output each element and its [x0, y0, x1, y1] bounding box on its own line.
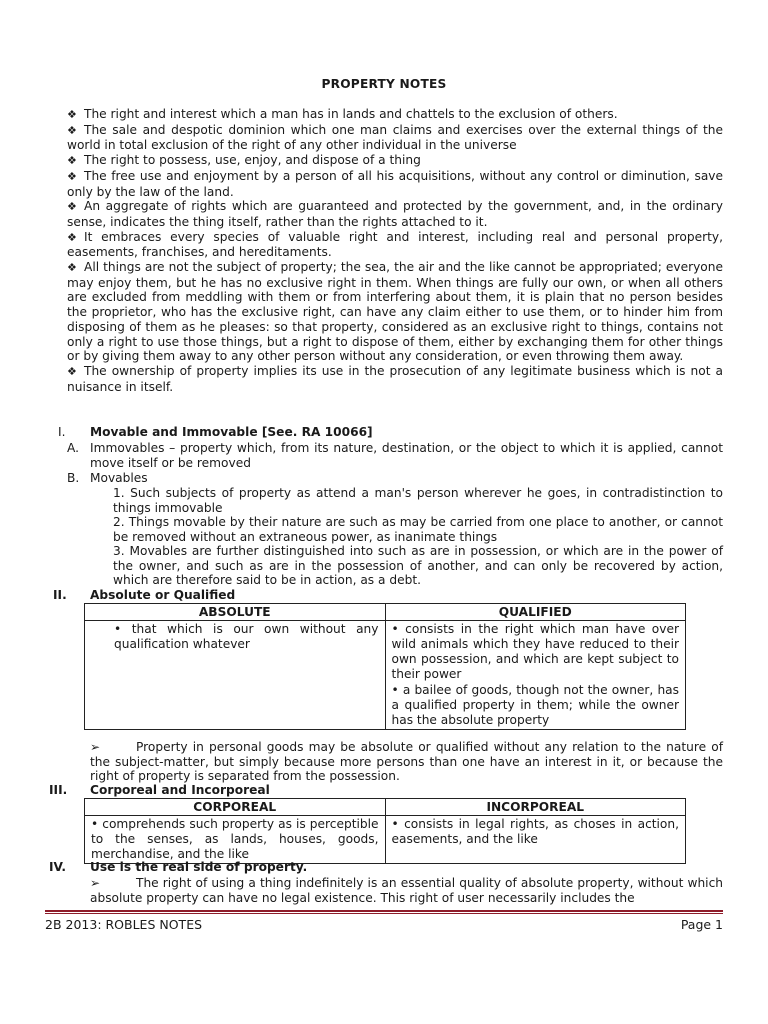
diamond-bullet-icon: ❖ [67, 230, 77, 244]
section-number: II. [53, 588, 67, 602]
bullet-text: It embraces every species of valuable right and interest, including real and personal property, easements, franchises, and hereditaments. [67, 229, 723, 260]
movables-item: 3. Movables are further distinguished into such as are in possession, or which are in the power of the owner, and such as are in the possession of another, and can only be recovered by action, which are therefore said to be in action, as a debt. [113, 544, 723, 588]
qualified-item: • consists in the right which man have over wild animals which they have reduced to their own possession, and which are kept subject to their power [391, 622, 679, 681]
footer-rule [45, 910, 723, 912]
corporeal-cell [85, 816, 386, 864]
qualified-item: • a bailee of goods, though not the owner, has a qualified property in them; while the owner has the absolute property [391, 683, 679, 727]
movables-item: 1. Such subjects of property as attend a man's person wherever he goes, in contradistinction to things immovable [113, 486, 723, 515]
bullet-text: The free use and enjoyment by a person of all his acquisitions, without any control or diminution, save only by the law of the land. [67, 168, 723, 199]
bullet-text: The right to possess, use, enjoy, and dispose of a thing [84, 153, 421, 168]
arrow-bullet-icon: ➢ [90, 876, 101, 890]
diamond-bullet-icon: ❖ [67, 169, 77, 183]
bullet-item [67, 169, 723, 199]
bullet-item [67, 123, 723, 153]
section-heading: Absolute or Qualified [90, 588, 236, 602]
definition-bullet-list [67, 107, 723, 394]
bullet-text: All things are not the subject of property; the sea, the air and the like cannot be appropriated; everyone may enjoy them, but he has no exclusive right in them. When things are fully our own, or when all others are excluded from meddling with them or from interfering about them, it is plain that no person besides the proprietor, who has the exclusive right, can have any claim either to use them, or to hinder him from disposing of them as he pleases: so that property, considered as an exclusive right to things, contains not only a right to use those things, but a right to dispose of them, either by exchanging them for other things or by giving them away to any other person without any consideration, or even throwing them away. [67, 260, 723, 364]
arrow-bullet-icon: ➢ [90, 740, 101, 754]
bullet-item [67, 199, 723, 229]
diamond-bullet-icon: ❖ [67, 261, 77, 275]
bullet-text: The right and interest which a man has in lands and chattels to the exclusion of others. [84, 107, 618, 121]
subsection-letter: B. [67, 471, 80, 485]
column-header-qualified: QUALIFIED [385, 604, 686, 621]
bullet-text: The sale and despotic dominion which one man claims and exercises over the external things of the world in total exclusion of the right of any other individual in the universe [67, 122, 723, 153]
absolute-qualified-note [90, 740, 723, 784]
note-text: Property in personal goods may be absolute or qualified without any relation to the nature of the subject-matter, but simply because more persons than one have an interest in it, or because the right of property is separated from the possession. [90, 740, 723, 784]
footer-label: 2B 2013: ROBLES NOTES [45, 917, 203, 932]
movables-heading: Movables [90, 471, 148, 485]
page-title: PROPERTY NOTES [321, 77, 447, 91]
bullet-text: An aggregate of rights which are guaranteed and protected by the government, and, in the ordinary sense, indicates the thing itself, rather than the rights attached to it. [67, 199, 723, 229]
qualified-cell [385, 621, 686, 730]
diamond-bullet-icon: ❖ [67, 123, 77, 137]
footer-rule [45, 913, 723, 914]
column-header-corporeal: CORPOREAL [85, 799, 386, 816]
movables-item: 2. Things movable by their nature are such as may be carried from one place to another, or cannot be removed without an extraneous power, as inanimate things [113, 515, 723, 544]
section-heading: Corporeal and Incorporeal [90, 783, 270, 797]
absolute-cell [85, 621, 386, 730]
section-number: III. [49, 783, 68, 797]
bullet-item [67, 107, 723, 123]
column-header-incorporeal: INCORPOREAL [385, 799, 686, 816]
diamond-bullet-icon: ❖ [67, 154, 77, 168]
absolute-item: • that which is our own without any qualification whatever [114, 622, 379, 651]
diamond-bullet-icon: ❖ [67, 200, 77, 214]
section-number: IV. [49, 860, 67, 874]
section-heading: Movable and Immovable [See. RA 10066] [90, 425, 373, 439]
bullet-item [67, 364, 723, 394]
page-number: Page 1 [680, 917, 723, 932]
corporeal-item: • comprehends such property as is perceptible to the senses, as lands, houses, goods, merchandise, and the like [91, 817, 379, 861]
bullet-item [67, 153, 723, 169]
diamond-bullet-icon: ❖ [67, 108, 77, 121]
note-text: The right of using a thing indefinitely is an essential quality of absolute property, without which absolute property can have no legal existence. This right of user necessarily includes the [90, 876, 723, 905]
column-header-absolute: ABSOLUTE [85, 604, 386, 621]
bullet-text: The ownership of property implies its use in the prosecution of any legitimate business which is not a nuisance in itself. [67, 363, 723, 394]
section-number: I. [58, 425, 66, 439]
corporeal-incorporeal-table [84, 798, 686, 864]
use-note [90, 876, 723, 906]
bullet-item [67, 260, 723, 364]
section-heading: Use is the real side of property. [90, 860, 308, 874]
incorporeal-item: • consists in legal rights, as choses in action, easements, and the like [391, 817, 679, 846]
immovables-definition: Immovables – property which, from its nature, destination, or the object to which it is applied, cannot move itself or be removed [90, 441, 723, 470]
diamond-bullet-icon: ❖ [67, 364, 77, 378]
absolute-qualified-table [84, 603, 686, 730]
subsection-letter: A. [67, 441, 79, 455]
bullet-item [67, 230, 723, 260]
incorporeal-cell [385, 816, 686, 864]
